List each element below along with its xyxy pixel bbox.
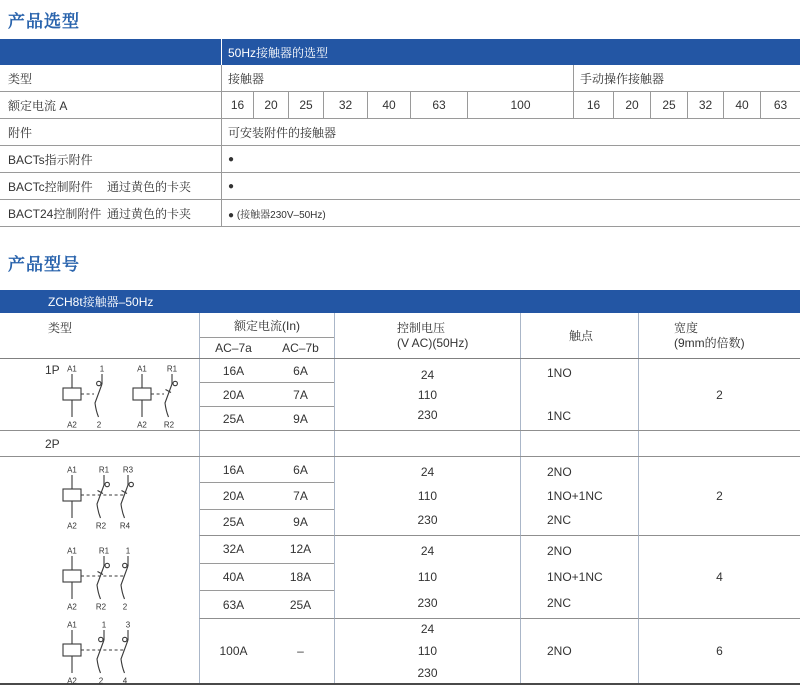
circuit-diagram-2p-2nc (60, 464, 148, 530)
current-cell: 40 (367, 92, 410, 118)
svg-text:R2: R2 (95, 521, 107, 530)
svg-text:R1: R1 (166, 364, 178, 374)
svg-text:R2: R2 (95, 602, 107, 611)
voltage-cell: 24 110 230 (334, 457, 520, 536)
current-cell (199, 457, 334, 536)
model-row-2p-group3 (0, 619, 800, 685)
type-label-1p: 1P (45, 363, 60, 377)
svg-text:2: 2 (122, 602, 128, 611)
model-table (0, 290, 800, 685)
svg-text:A1: A1 (67, 364, 77, 374)
type-label-2p: 2P (45, 436, 60, 451)
diagram-cell (0, 457, 199, 536)
current-subrow: 63A 25A (222, 597, 312, 612)
width-cell: 2 (638, 457, 800, 536)
current-cell: 100 (467, 92, 573, 118)
type-cell-1p (0, 359, 199, 430)
svg-text:R4: R4 (119, 521, 131, 530)
table-row-bact24 (0, 200, 800, 227)
current-cell: 25 (650, 92, 687, 118)
accessory-row-value: 可安装附件的接触器 (228, 125, 337, 140)
current-subrow: 20A 7A (200, 483, 334, 509)
table-row-accessories (0, 119, 800, 146)
voltage-cell-1p: 24 110 230 (334, 359, 520, 430)
current-subrow: 16A 6A (200, 457, 334, 483)
svg-text:A2: A2 (137, 420, 147, 429)
model-row-1p (0, 359, 800, 431)
bacts-label (0, 146, 222, 172)
current-cell: 16 (573, 92, 613, 118)
header-width (638, 313, 800, 358)
svg-text:R1: R1 (98, 546, 110, 556)
bact24-label-text: BACT24控制附件 (8, 206, 102, 221)
accessory-row-label: 附件 (0, 119, 222, 145)
header-type: 类型 (48, 321, 73, 335)
svg-text:A2: A2 (67, 521, 77, 530)
svg-text:R1: R1 (98, 465, 110, 475)
current-subrow: 40A 18A (200, 564, 334, 592)
type-manual-label: 手动操作接触器 (573, 65, 800, 91)
selection-table (0, 39, 800, 227)
current-subrow: 25A 9A (222, 515, 308, 530)
header-rated-current (199, 313, 334, 358)
svg-text:A1: A1 (67, 546, 77, 556)
bacts-label-text: BACTs指示附件 (8, 152, 93, 167)
width-cell: 6 (638, 619, 800, 683)
bactc-label-text: BACTc控制附件 (8, 179, 93, 194)
model-table-header-row (0, 313, 800, 359)
model-row-2p-label (0, 431, 800, 457)
model-row-2p-group1 (0, 457, 800, 536)
current-cell-1p (199, 359, 334, 430)
svg-text:1: 1 (125, 546, 131, 556)
header-current-title: 额定电流(In) (200, 313, 334, 338)
current-subrow: 32A 12A (200, 536, 334, 564)
header-width-line1: 宽度 (674, 320, 699, 335)
svg-text:2: 2 (96, 420, 102, 429)
diagram-cell (0, 619, 199, 683)
circuit-diagram-2p-nc-no (60, 545, 148, 611)
table-row-bacts (0, 146, 800, 173)
model-table-header-band (0, 290, 800, 313)
current-cell: 63 (410, 92, 467, 118)
type-contactor-label: 接触器 (228, 71, 265, 86)
width-cell-1p: 2 (638, 359, 800, 430)
circuit-diagram-2p-2no (60, 619, 148, 685)
current-subrow: 20A 7A (200, 383, 334, 407)
svg-text:A2: A2 (67, 676, 77, 685)
svg-text:1: 1 (99, 364, 105, 374)
header-voltage-line2: (V AC)(50Hz) (397, 335, 469, 350)
table-row-bactc (0, 173, 800, 200)
selection-section-title: 产品选型 (8, 12, 80, 31)
svg-text:1: 1 (101, 620, 107, 630)
contacts-cell-1p: 1NO 1NC (520, 359, 638, 430)
model-band-title: ZCH8t接触器–50Hz (48, 295, 154, 309)
type-row-label: 类型 (0, 65, 222, 91)
current-cell: 40 (723, 92, 760, 118)
svg-text:3: 3 (125, 620, 131, 630)
selection-band-title: 50Hz接触器的选型 (228, 45, 329, 60)
current-row-label: 额定电流 A (0, 92, 222, 118)
contacts-cell: 2NO 1NO+1NC 2NC (520, 536, 638, 619)
current-cell: 32 (323, 92, 367, 118)
voltage-cell: 24 110 230 (334, 619, 520, 683)
model-section-title: 产品型号 (8, 255, 80, 274)
svg-text:4: 4 (122, 676, 128, 685)
svg-text:R3: R3 (122, 465, 134, 475)
bactc-label (0, 173, 222, 199)
table-row-rated-current (0, 92, 800, 119)
svg-text:A1: A1 (137, 364, 147, 374)
svg-text:R2: R2 (163, 420, 175, 429)
circuit-diagram-1p-no (60, 363, 122, 429)
contacts-cell: 2NO (520, 619, 638, 683)
circuit-diagram-1p-nc (130, 363, 192, 429)
svg-text:A1: A1 (67, 465, 77, 475)
current-cell (199, 536, 334, 619)
current-subrow: 16A 6A (200, 359, 334, 383)
current-cell: 25 (288, 92, 323, 118)
bactc-value: ● (228, 180, 235, 192)
header-control-voltage (334, 313, 520, 358)
bactc-note: 通过黄色的卡夹 (107, 179, 192, 194)
svg-text:A2: A2 (67, 602, 77, 611)
band-spacer (0, 39, 222, 65)
svg-text:2: 2 (98, 676, 104, 685)
header-voltage-line1: 控制电压 (397, 320, 446, 335)
bact24-note: 通过黄色的卡夹 (107, 206, 192, 221)
model-row-2p-group2 (0, 536, 800, 619)
diagram-cell (0, 536, 199, 619)
svg-text:A1: A1 (67, 620, 77, 630)
header-ac7a: AC–7a (215, 341, 252, 355)
selection-table-header-band (0, 39, 800, 65)
svg-text:A2: A2 (67, 420, 77, 429)
table-row-type (0, 65, 800, 92)
bacts-value: ● (228, 153, 235, 165)
current-cell: 16 (230, 98, 245, 112)
header-contacts: 触点 (520, 313, 638, 358)
current-subrow: 100A – (219, 644, 304, 658)
contacts-cell: 2NO 1NO+1NC 2NC (520, 457, 638, 536)
current-cell: 20 (253, 92, 288, 118)
bact24-value: ● (接触器230V–50Hz) (228, 209, 326, 221)
current-cell: 63 (760, 92, 800, 118)
header-width-line2: (9mm的倍数) (674, 335, 745, 350)
header-ac7b: AC–7b (282, 341, 319, 355)
voltage-cell: 24 110 230 (334, 536, 520, 619)
current-subrow: 25A 9A (222, 411, 308, 426)
current-cell: 32 (687, 92, 723, 118)
bact24-label (0, 200, 222, 226)
current-cell: 20 (613, 92, 650, 118)
width-cell: 4 (638, 536, 800, 619)
current-cell (199, 619, 334, 683)
